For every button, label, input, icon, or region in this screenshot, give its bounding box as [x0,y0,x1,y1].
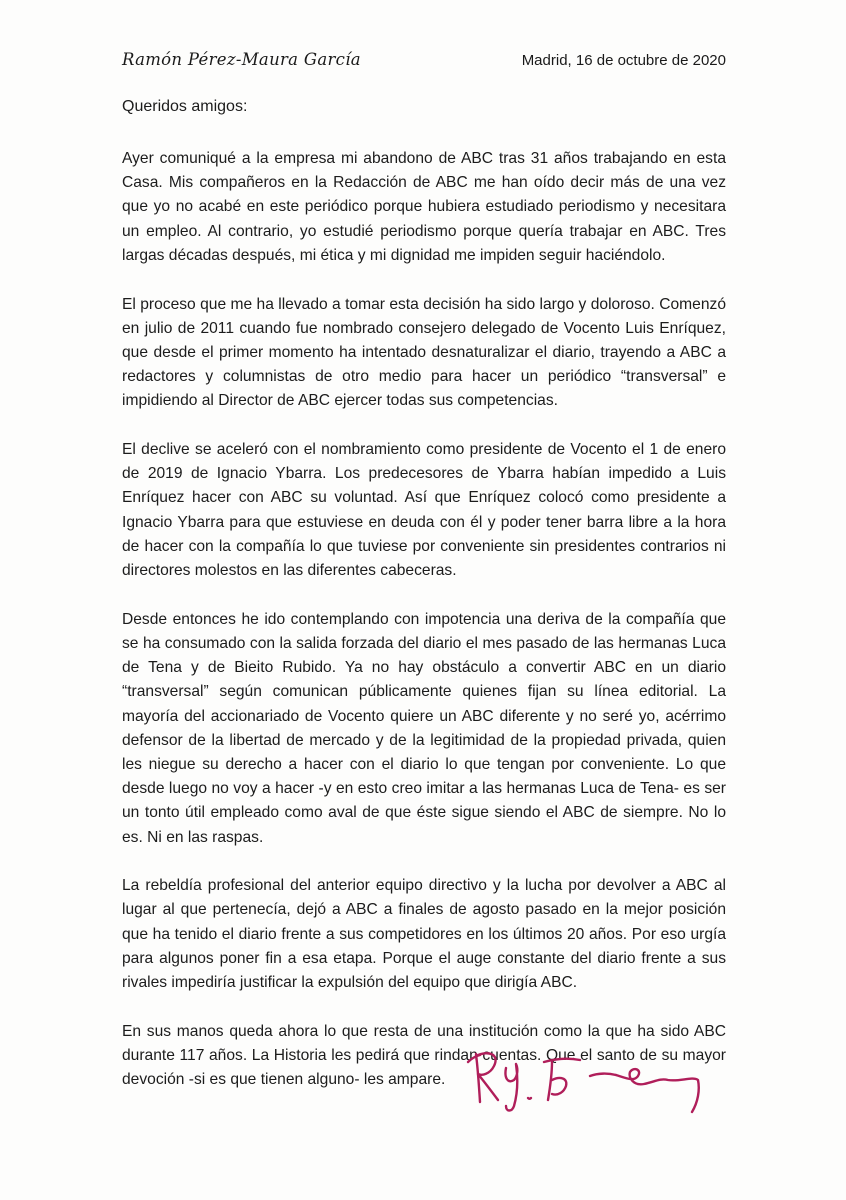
paragraph-6: En sus manos queda ahora lo que resta de una institución como la que ha sido ABC durante 117 años. La Historia les pedirá que rindan cuentas. Que el santo de su mayor devoción -si es que tienen alguno- les ampare. [122,1022,726,1089]
letter-header [122,50,726,74]
paragraph-1: Ayer comuniqué a la empresa mi abandono de ABC tras 31 años trabajando en esta Casa. Mis compañeros en la Redacción de ABC me han oído decir más de una vez que yo no acabé en este periódico porque hubiera estudiado periodismo y necesitara un empleo. Al contrario, yo estudié periodismo porque quería trabajar en ABC. Tres largas décadas después, mi ética y mi dignidad me impiden seguir haciéndolo. [122,150,726,264]
sender-name: Ramón Pérez-Maura García [122,50,361,69]
salutation: Queridos amigos: [122,98,248,115]
signature-stroke [590,1074,616,1076]
signature-stroke [468,1055,480,1062]
paragraph-4: Desde entonces he ido contemplando con impotencia una deriva de la compañía que se ha consumado con la salida forzada del diario el mes pasado de las hermanas Luca de Tena y de Bieito Rubido. Ya no hay obstáculo a convertir ABC en un diario “transversal” según comunican públicamente quienes fijan su línea editorial. La mayoría del accionariado de Vocento quiere un ABC diferente y no seré yo, acérrimo defensor de la libertad de mercado y de la legitimidad de la propiedad privada, quien les niegue su derecho a hacer con el diario lo que tengan por conveniente. Lo que desde luego no voy a hacer -y en esto creo imitar a las hermanas Luca de Tena- es ser un tonto útil empleado como aval de que éste sigue siendo el ABC de siempre. No lo es. Ni en las raspas. [122,610,726,846]
signature-stroke [544,1059,580,1062]
letter-body [122,147,726,1092]
signature-stroke [616,1069,699,1112]
signature-stroke [528,1098,531,1099]
handwritten-signature [448,1040,718,1118]
signature-stroke [505,1064,517,1111]
paragraph-5: La rebeldía profesional del anterior equipo directivo y la lucha por devolver a ABC al lugar al que pertenecía, dejó a ABC a finales de agosto pasado en la mejor posición que ha tenido el diario frente a sus competidores en los últimos 20 años. Por eso urgía para algunos poner fin a esa etapa. Porque el auge constante del diario frente a sus rivales impediría justificar la expulsión del equipo que dirigía ABC. [122,877,726,992]
signature-stroke [476,1054,480,1102]
paragraph-3: El declive se aceleró con el nombramiento como presidente de Vocento el 1 de enero de 2019 de Ignacio Ybarra. Los predecesores de Ybarra habían impedido a Luis Enríquez hacer con ABC su voluntad. Así que Enríquez colocó como presidente a Ignacio Ybarra para que estuviese en deuda con él y poder tener barra libre a la hora de hacer con la compañía lo que tuviese por conveniente sin presidentes contrarios ni directores molestos en las diferentes cabeceras. [122,441,726,580]
letter-date: Madrid, 16 de octubre de 2020 [521,52,726,69]
paragraph-2: El proceso que me ha llevado a tomar esta decisión ha sido largo y doloroso. Comenzó en julio de 2011 cuando fue nombrado consejero delegado de Vocento Luis Enríquez, que desde el primer momento ha intentado desnaturalizar el diario, trayendo a ABC a redactores y columnistas de otro medio para hacer un periódico “transversal” e impidiendo al Director de ABC ejercer todas sus competencias. [122,295,726,410]
signature-stroke [552,1078,566,1095]
